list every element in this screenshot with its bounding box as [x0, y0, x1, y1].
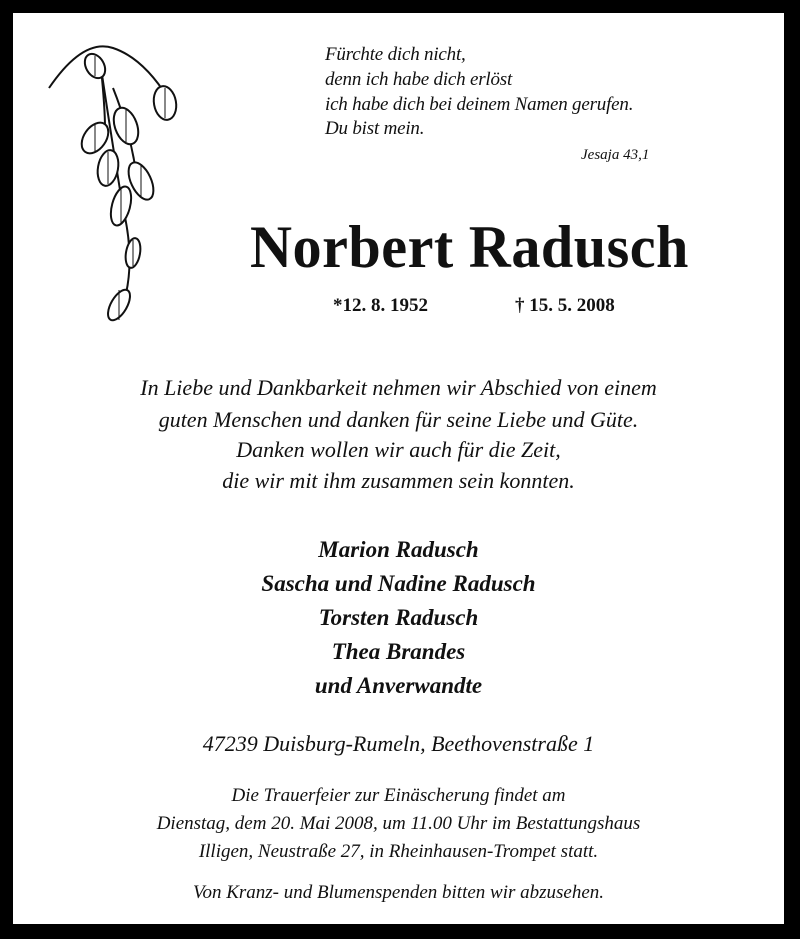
mourner-name: Marion Radusch — [318, 537, 479, 562]
ceremony-line: Dienstag, dem 20. Mai 2008, um 11.00 Uhr im Bestattungshaus — [156, 813, 641, 834]
message-line: die wir mit ihm zusammen sein konnten. — [222, 468, 575, 493]
ceremony-line: Illigen, Neustraße 27, in Rheinhausen-Trompet statt. — [198, 841, 599, 862]
obituary-notice — [13, 13, 784, 924]
verse-line: Du bist mein. — [325, 118, 425, 139]
death-date: † 15. 5. 2008 — [515, 295, 615, 316]
birth-date: *12. 8. 1952 — [333, 295, 428, 316]
verse-line: denn ich habe dich erlöst — [325, 69, 513, 90]
mourner-name: und Anverwandte — [314, 673, 483, 698]
message-line: In Liebe und Dankbarkeit nehmen wir Abschied von einem — [140, 375, 657, 400]
birch-branch-illustration — [43, 28, 193, 338]
address: 47239 Duisburg-Rumeln, Beethovenstraße 1 — [202, 731, 595, 756]
verse-line: Fürchte dich nicht, — [325, 44, 466, 65]
verse-line: ich habe dich bei deinem Namen gerufen. — [325, 94, 634, 115]
message-line: Danken wollen wir auch für die Zeit, — [236, 437, 561, 462]
mourner-name: Sascha und Nadine Radusch — [261, 571, 536, 596]
mourner-name: Torsten Radusch — [318, 605, 479, 630]
verse-reference: Jesaja 43,1 — [581, 147, 650, 163]
mourner-name: Thea Brandes — [331, 639, 466, 664]
message-line: guten Menschen und danken für seine Liebe und Güte. — [158, 407, 639, 432]
deceased-name: Norbert Radusch — [250, 214, 689, 280]
closing-note: Von Kranz- und Blumenspenden bitten wir abzusehen. — [192, 882, 605, 903]
ceremony-line: Die Trauerfeier zur Einäscherung findet am — [231, 785, 566, 806]
